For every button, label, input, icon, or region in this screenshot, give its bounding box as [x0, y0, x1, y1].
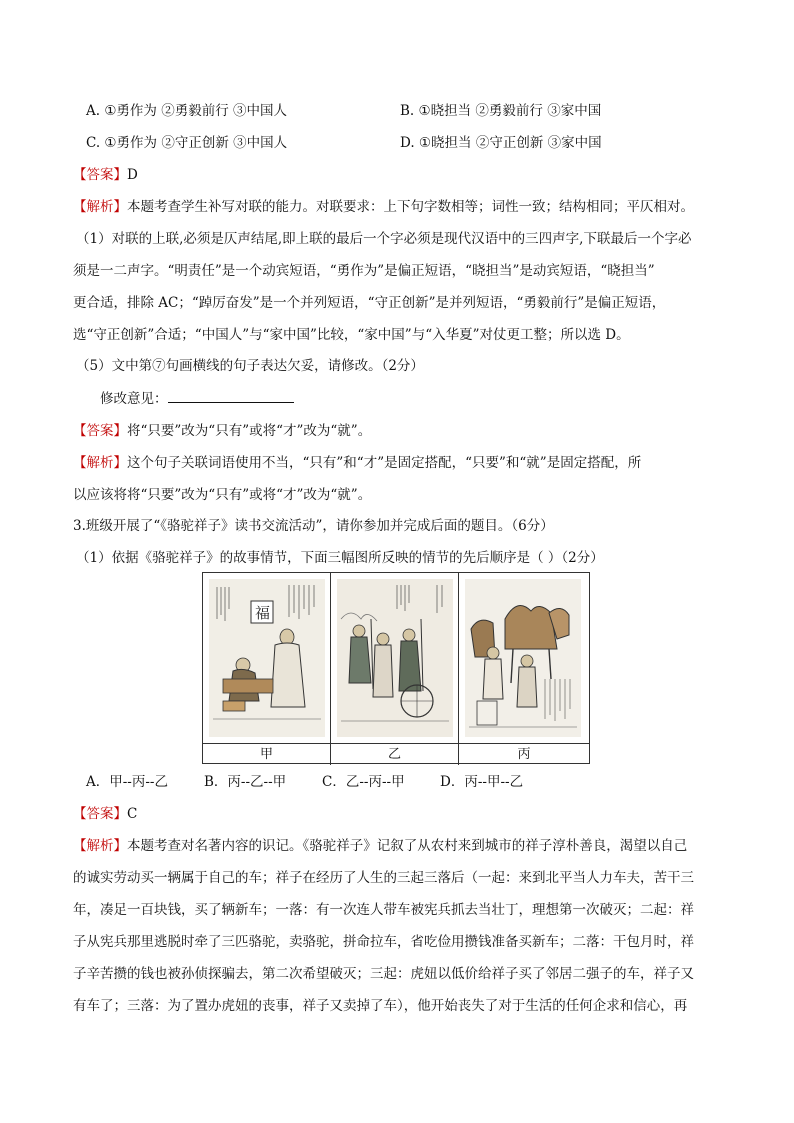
answer-row [73, 804, 137, 824]
question-stem: 3.班级开展了“《骆驼祥子》读书交流活动”，请你参加并完成后面的题目。（6分） [73, 518, 554, 534]
analysis-line: 子从宪兵那里逃脱时牵了三匹骆驼，卖骆驼，拼命拉车，省吃俭用攒钱准备买新车；二落：干包月时，祥 [73, 934, 694, 950]
analysis-text: 这个句子关联词语使用不当，“只有”和“才”是固定搭配，“只要”和“就”是固定搭配，所 [127, 455, 642, 471]
analysis-tag: 【解析】 [73, 838, 127, 854]
painting-soldiers-rickshaw-icon [337, 579, 453, 737]
answer-blank[interactable] [168, 388, 294, 403]
picture-label: 乙 [331, 744, 459, 765]
option-b: B. ①晓担当 ②勇毅前行 ③家中国 [400, 103, 602, 119]
analysis-row [73, 836, 687, 856]
option-d: D. ①晓担当 ②守正创新 ③家中国 [400, 135, 602, 151]
analysis-line: 年，凑足一百块钱，买了辆新车；一落：有一次连人带车被宪兵抓去当壮丁，理想第一次破灭；二起：祥 [73, 902, 694, 918]
analysis-tag: 【解析】 [73, 455, 127, 471]
answer-text: D [127, 167, 138, 183]
analysis-text: 本题考查对名著内容的识记。《骆驼祥子》记叙了从农村来到城市的祥子淳朴善良，渴望以自己 [127, 838, 688, 854]
answer-row [73, 165, 138, 185]
answer-text: C [127, 806, 138, 822]
picture-label: 丙 [517, 747, 531, 762]
question-stem: （5）文中第⑦句画横线的句子表达欠妥，请修改。（2分） [76, 358, 424, 374]
picture-label: 甲 [203, 744, 331, 765]
choice-c: C．乙--丙--甲 [322, 774, 405, 790]
analysis-row [73, 197, 694, 217]
answer-text: 将“只要”改为“只有”或将“才”改为“就”。 [127, 423, 372, 439]
choice-d: D．丙--甲--乙 [440, 774, 524, 790]
answer-row [73, 421, 371, 441]
picture-label-row [203, 743, 589, 765]
answer-tag: 【答案】 [73, 423, 127, 439]
analysis-line: 子辛苦攒的钱也被孙侦探骗去，第二次希望破灭；三起：虎妞以低价给祥子买了邻居二强子的车，祥子又 [73, 966, 694, 982]
option-c: C. ①勇作为 ②守正创新 ③中国人 [86, 135, 288, 151]
analysis-text: 本题考查学生补写对联的能力。对联要求：上下句字数相等；词性一致；结构相同；平仄相对。 [127, 199, 694, 215]
painting-camels-icon [465, 579, 581, 737]
analysis-line: 的诚实劳动买一辆属于自己的车；祥子在经历了人生的三起三落后（一起：来到北平当人力车夫，苦干三 [73, 870, 694, 886]
analysis-line: 更合适，排除 AC；“踔厉奋发”是一个并列短语，“守正创新”是并列短语，“勇毅前行”是偏正短语， [73, 295, 666, 311]
analysis-line: 有车了；三落：为了置办虎妞的丧事，祥子又卖掉了车），他开始丧失了对于生活的任何企求和信心，再 [73, 998, 688, 1014]
picture-cell-bing [459, 573, 589, 743]
analysis-line: 须是一二声字。“明责任”是一个动宾短语，“勇作为”是偏正短语，“晓担当”是动宾短语，“晓担当” [73, 263, 655, 279]
revise-label: 修改意见： [100, 391, 168, 407]
painting-fortune-teller-icon [209, 579, 325, 737]
picture-cell-yi [331, 573, 459, 743]
sub-question: （1）依据《骆驼祥子》的故事情节，下面三幅图所反映的情节的先后顺序是（ ）（2分） [76, 550, 604, 566]
option-a: A. ①勇作为 ②勇毅前行 ③中国人 [86, 103, 288, 119]
picture-cell-jia [203, 573, 331, 743]
analysis-line: 选“守正创新”合适；“中国人”与“家中国”比较，“家中国”与“入华夏”对仗更工整；所以选 D。 [73, 327, 630, 343]
picture-table [202, 572, 590, 764]
analysis-row [73, 453, 641, 473]
analysis-tag: 【解析】 [73, 199, 127, 215]
answer-tag: 【答案】 [73, 806, 127, 822]
svg-text:福: 福 [255, 604, 271, 622]
answer-tag: 【答案】 [73, 167, 127, 183]
choice-a: A．甲--丙--乙 [86, 774, 168, 790]
choice-b: B．丙--乙--甲 [204, 774, 287, 790]
revise-row [100, 388, 294, 409]
analysis-line: 以应该将将“只要”改为“只有”或将“才”改为“就”。 [73, 487, 372, 503]
analysis-line: （1）对联的上联,必须是仄声结尾,即上联的最后一个字必须是现代汉语中的三四声字,下联最后一个字必 [76, 231, 692, 247]
